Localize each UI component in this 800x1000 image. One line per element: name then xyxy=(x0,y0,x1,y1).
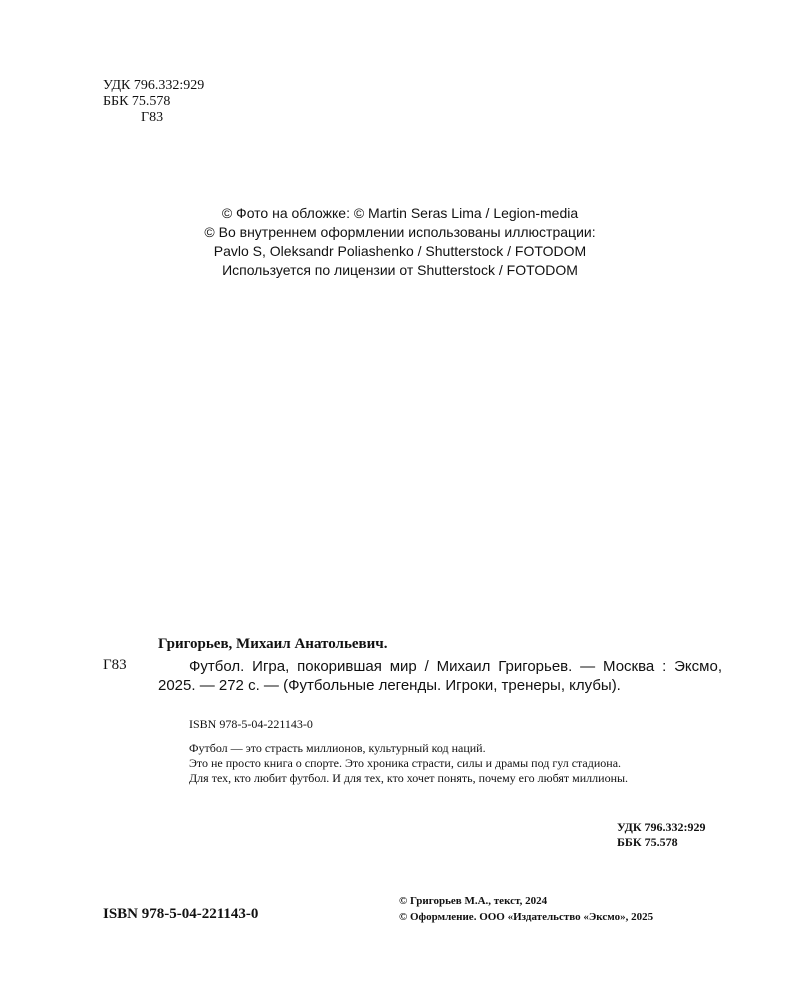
annotation-paragraph: Футбол — это страсть миллионов, культурный код наций. xyxy=(189,741,486,755)
record-author-mark: Г83 xyxy=(103,657,127,673)
annotation-paragraph: Для тех, кто любит футбол. И для тех, кто хочет понять, почему его любят миллионы. xyxy=(189,771,629,785)
credit-line: © Фото на обложке: © Martin Seras Lima / Legion-media xyxy=(221,205,579,221)
classification-codes xyxy=(103,78,204,126)
bbk-code: ББК 75.578 xyxy=(103,94,171,109)
udk-code: УДК 796.332:929 xyxy=(103,78,205,93)
record-codes xyxy=(617,820,706,850)
author-mark: Г83 xyxy=(141,110,164,125)
copyright-design: © Оформление. ООО «Издательство «Эксмо», 2025 xyxy=(399,911,654,923)
credit-line: Pavlo S, Oleksandr Poliashenko / Shutterstock / FOTODOM xyxy=(213,243,587,259)
copyright-text: © Григорьев М.А., текст, 2024 xyxy=(399,895,548,907)
credit-line: © Во внутреннем оформлении использованы иллюстрации: xyxy=(204,224,596,240)
footer-isbn: ISBN 978-5-04-221143-0 xyxy=(103,906,259,922)
record-isbn: ISBN 978-5-04-221143-0 xyxy=(189,717,313,731)
record-udk: УДК 796.332:929 xyxy=(617,820,706,834)
annotation-paragraph: Это не просто книга о спорте. Это хроника страсти, силы и драмы под гул стадиона. xyxy=(189,756,622,770)
copyright-block xyxy=(399,893,653,925)
image-credits xyxy=(0,204,800,280)
record-title: Футбол. Игра, покорившая мир / Михаил Григорьев. — Москва : Эксмо, 2025. — 272 с. — (Футбольные легенды. Игроки, тренеры, клубы). xyxy=(158,658,722,694)
record-bbk: ББК 75.578 xyxy=(617,835,678,849)
credit-line: Используется по лицензии от Shutterstock / FOTODOM xyxy=(222,262,578,278)
record-author: Григорьев, Михаил Анатольевич. xyxy=(158,636,388,652)
annotation xyxy=(158,741,722,786)
